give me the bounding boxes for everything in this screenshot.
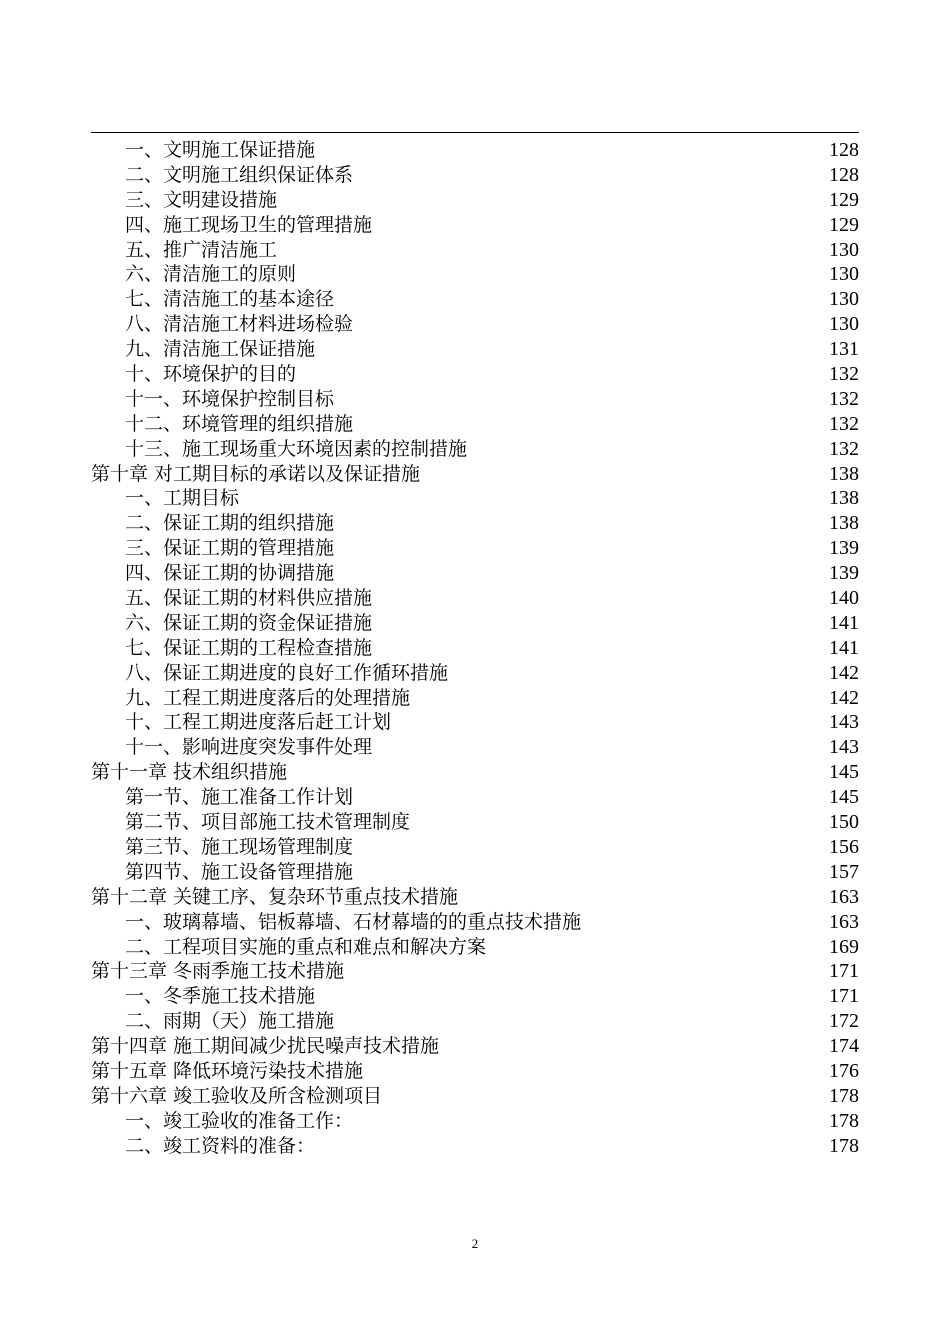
toc-entry-title: 二、保证工期的组织措施 <box>125 512 335 535</box>
toc-entry-page-number: 132 <box>829 437 859 460</box>
toc-entry-page-number: 129 <box>829 188 859 211</box>
toc-entry-page-number: 138 <box>829 512 859 535</box>
toc-section-entry[interactable] <box>91 611 859 636</box>
toc-entry-page-number: 128 <box>829 163 859 186</box>
toc-entry-page-number: 130 <box>829 288 859 311</box>
toc-section-entry[interactable] <box>91 238 859 263</box>
toc-entry-title: 第十五章 降低环境污染技术措施 <box>91 1059 364 1082</box>
toc-section-entry[interactable] <box>91 835 859 860</box>
toc-section-entry[interactable] <box>91 437 859 462</box>
toc-section-entry[interactable] <box>91 586 859 611</box>
toc-entry-page-number: 171 <box>829 960 859 983</box>
toc-entry-page-number: 178 <box>829 1134 859 1157</box>
toc-entry-page-number: 150 <box>829 811 859 834</box>
toc-entry-page-number: 140 <box>829 587 859 610</box>
toc-section-entry[interactable] <box>91 362 859 387</box>
toc-entry-page-number: 139 <box>829 537 859 560</box>
toc-entry-title: 一、竣工验收的准备工作： <box>125 1109 354 1132</box>
toc-entry-title: 一、玻璃幕墙、铝板幕墙、石材幕墙的的重点技术措施 <box>125 910 582 933</box>
toc-entry-page-number: 174 <box>829 1035 859 1058</box>
toc-entry-title: 八、清洁施工材料进场检验 <box>125 313 354 336</box>
toc-entry-title: 第四节、施工设备管理措施 <box>125 860 354 883</box>
toc-section-entry[interactable] <box>91 1009 859 1034</box>
toc-entry-title: 九、清洁施工保证措施 <box>125 338 316 361</box>
toc-entry-page-number: 139 <box>829 562 859 585</box>
toc-entry-page-number: 130 <box>829 313 859 336</box>
toc-entry-page-number: 156 <box>829 835 859 858</box>
toc-entry-title: 五、保证工期的材料供应措施 <box>125 587 373 610</box>
toc-chapter-entry[interactable] <box>91 1084 859 1109</box>
page-number: 2 <box>471 1236 479 1251</box>
toc-section-entry[interactable] <box>91 735 859 760</box>
toc-entry-title: 十一、影响进度突发事件处理 <box>125 736 373 759</box>
toc-entry-page-number: 131 <box>829 338 859 361</box>
toc-section-entry[interactable] <box>91 188 859 213</box>
toc-section-entry[interactable] <box>91 486 859 511</box>
toc-section-entry[interactable] <box>91 511 859 536</box>
toc-entry-page-number: 163 <box>829 910 859 933</box>
toc-entry-page-number: 141 <box>829 636 859 659</box>
toc-entry-title: 五、推广清洁施工 <box>125 238 278 261</box>
toc-chapter-entry[interactable] <box>91 1059 859 1084</box>
toc-section-entry[interactable] <box>91 636 859 661</box>
toc-entry-title: 第十三章 冬雨季施工技术措施 <box>91 960 345 983</box>
toc-chapter-entry[interactable] <box>91 885 859 910</box>
toc-section-entry[interactable] <box>91 1109 859 1134</box>
toc-section-entry[interactable] <box>91 935 859 960</box>
toc-entry-page-number: 138 <box>829 487 859 510</box>
toc-entry-title: 四、保证工期的协调措施 <box>125 562 335 585</box>
toc-section-entry[interactable] <box>91 287 859 312</box>
toc-entry-title: 八、保证工期进度的良好工作循环措施 <box>125 661 449 684</box>
toc-entry-page-number: 142 <box>829 661 859 684</box>
toc-entry-title: 第十四章 施工期间减少扰民噪声技术措施 <box>91 1035 440 1058</box>
toc-entry-title: 二、竣工资料的准备： <box>125 1134 316 1157</box>
toc-section-entry[interactable] <box>91 860 859 885</box>
toc-entry-page-number: 132 <box>829 363 859 386</box>
toc-section-entry[interactable] <box>91 686 859 711</box>
toc-chapter-entry[interactable] <box>91 959 859 984</box>
toc-chapter-entry[interactable] <box>91 1034 859 1059</box>
toc-entry-page-number: 172 <box>829 1010 859 1033</box>
toc-section-entry[interactable] <box>91 387 859 412</box>
toc-entry-page-number: 176 <box>829 1059 859 1082</box>
toc-entry-title: 第一节、施工准备工作计划 <box>125 786 354 809</box>
toc-section-entry[interactable] <box>91 138 859 163</box>
toc-entry-page-number: 138 <box>829 462 859 485</box>
toc-entry-title: 十三、施工现场重大环境因素的控制措施 <box>125 437 468 460</box>
toc-entry-page-number: 130 <box>829 263 859 286</box>
toc-entry-title: 十、工程工期进度落后赶工计划 <box>125 711 392 734</box>
toc-entry-page-number: 142 <box>829 686 859 709</box>
toc-entry-title: 七、清洁施工的基本途径 <box>125 288 335 311</box>
toc-entry-title: 二、雨期（天）施工措施 <box>125 1010 335 1033</box>
toc-entry-page-number: 178 <box>829 1109 859 1132</box>
toc-entry-title: 四、施工现场卫生的管理措施 <box>125 213 373 236</box>
toc-entry-title: 二、工程项目实施的重点和难点和解决方案 <box>125 935 487 958</box>
toc-section-entry[interactable] <box>91 984 859 1009</box>
toc-entry-page-number: 163 <box>829 885 859 908</box>
toc-section-entry[interactable] <box>91 213 859 238</box>
toc-section-entry[interactable] <box>91 163 859 188</box>
toc-entry-page-number: 143 <box>829 711 859 734</box>
toc-section-entry[interactable] <box>91 262 859 287</box>
toc-entry-page-number: 141 <box>829 611 859 634</box>
toc-entry-title: 第十二章 关键工序、复杂环节重点技术措施 <box>91 885 459 908</box>
toc-entry-title: 第十一章 技术组织措施 <box>91 761 288 784</box>
toc-entry-title: 九、工程工期进度落后的处理措施 <box>125 686 411 709</box>
toc-section-entry[interactable] <box>91 337 859 362</box>
toc-section-entry[interactable] <box>91 810 859 835</box>
toc-section-entry[interactable] <box>91 412 859 437</box>
toc-entry-title: 第三节、施工现场管理制度 <box>125 835 354 858</box>
toc-entry-page-number: 145 <box>829 761 859 784</box>
toc-chapter-entry[interactable] <box>91 760 859 785</box>
table-of-contents <box>91 138 859 1159</box>
toc-entry-title: 十一、环境保护控制目标 <box>125 387 335 410</box>
toc-entry-title: 六、清洁施工的原则 <box>125 263 297 286</box>
toc-entry-page-number: 145 <box>829 786 859 809</box>
toc-entry-title: 一、文明施工保证措施 <box>125 139 316 161</box>
toc-entry-page-number: 171 <box>829 985 859 1008</box>
toc-section-entry[interactable] <box>91 1134 859 1159</box>
header-rule <box>91 132 859 133</box>
toc-entry-title: 第二节、项目部施工技术管理制度 <box>125 811 411 834</box>
toc-entry-page-number: 130 <box>829 238 859 261</box>
toc-entry-title: 一、冬季施工技术措施 <box>125 985 316 1008</box>
toc-entry-page-number: 178 <box>829 1084 859 1107</box>
toc-section-entry[interactable] <box>91 910 859 935</box>
toc-entry-title: 第十章 对工期目标的承诺以及保证措施 <box>91 462 421 485</box>
toc-section-entry[interactable] <box>91 536 859 561</box>
toc-entry-title: 三、文明建设措施 <box>125 188 278 211</box>
toc-entry-title: 六、保证工期的资金保证措施 <box>125 611 373 634</box>
toc-entry-title: 第十六章 竣工验收及所含检测项目 <box>91 1084 383 1107</box>
toc-entry-title: 十、环境保护的目的 <box>125 363 297 386</box>
toc-section-entry[interactable] <box>91 312 859 337</box>
toc-entry-page-number: 169 <box>829 935 859 958</box>
toc-entry-page-number: 132 <box>829 412 859 435</box>
toc-entry-title: 七、保证工期的工程检查措施 <box>125 636 373 659</box>
toc-section-entry[interactable] <box>91 561 859 586</box>
toc-entry-page-number: 128 <box>829 139 859 161</box>
toc-entry-title: 三、保证工期的管理措施 <box>125 537 335 560</box>
toc-chapter-entry[interactable] <box>91 462 859 487</box>
toc-entry-title: 一、工期目标 <box>125 487 240 510</box>
toc-section-entry[interactable] <box>91 785 859 810</box>
toc-entry-page-number: 143 <box>829 736 859 759</box>
toc-section-entry[interactable] <box>91 661 859 686</box>
toc-entry-page-number: 132 <box>829 387 859 410</box>
toc-entry-title: 二、文明施工组织保证体系 <box>125 163 354 186</box>
toc-section-entry[interactable] <box>91 710 859 735</box>
toc-entry-title: 十二、环境管理的组织措施 <box>125 412 354 435</box>
toc-entry-page-number: 157 <box>829 860 859 883</box>
toc-entry-page-number: 129 <box>829 213 859 236</box>
